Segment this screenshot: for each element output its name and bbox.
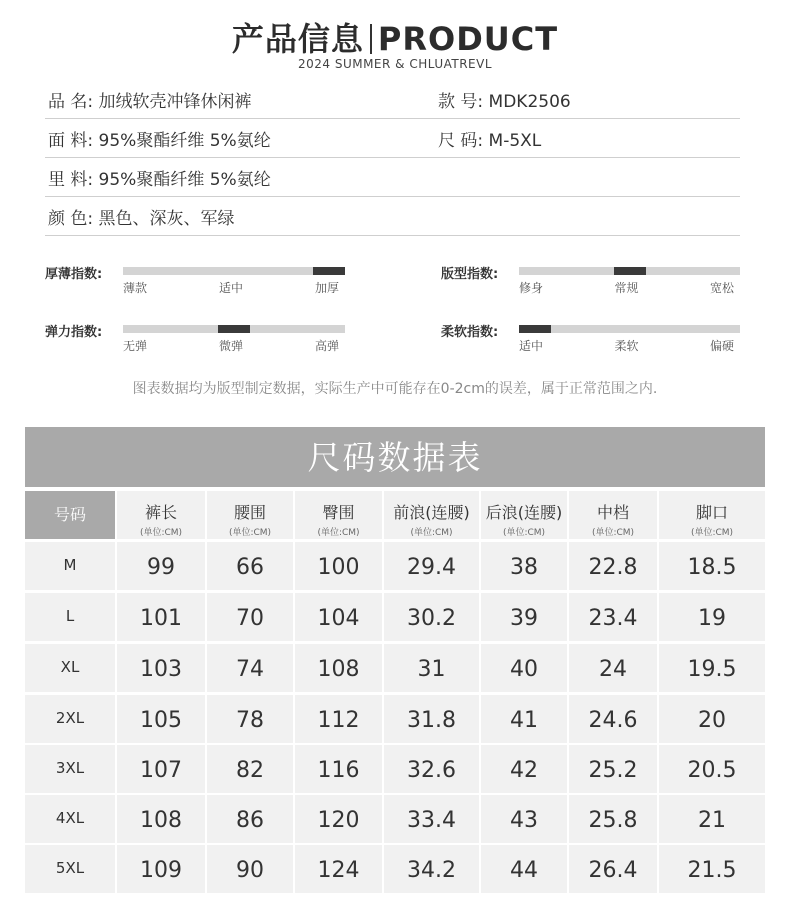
- table-cell: 40: [481, 644, 567, 692]
- table-cell: 124: [295, 845, 382, 893]
- index-track: [123, 267, 345, 275]
- table-cell: 66: [207, 542, 293, 590]
- index-marker: [218, 325, 250, 333]
- row-size-cell: XL: [25, 644, 115, 692]
- title-cn: 产品信息: [231, 20, 364, 58]
- index-track: [123, 325, 345, 333]
- index-tick-label: 无弹: [123, 339, 148, 353]
- table-cell: 38: [481, 542, 567, 590]
- title-divider: [370, 24, 372, 54]
- row-size-cell: 5XL: [25, 845, 115, 893]
- header-label: 前浪(连腰): [393, 503, 470, 522]
- table-cell: 43: [481, 795, 567, 843]
- table-cell: 82: [207, 745, 293, 793]
- table-cell: 86: [207, 795, 293, 843]
- table-cell: 112: [295, 695, 382, 743]
- row-size-cell: 4XL: [25, 795, 115, 843]
- header-label: 腰围: [233, 503, 266, 522]
- row-size-cell: 2XL: [25, 695, 115, 743]
- table-cell: 22.8: [569, 542, 657, 590]
- header-label: 臀围: [322, 503, 355, 522]
- index-marker: [614, 267, 646, 275]
- table-cell: 107: [117, 745, 205, 793]
- table-cell: 32.6: [384, 745, 479, 793]
- table-cell: 23.4: [569, 593, 657, 641]
- index-label: 柔软指数:: [441, 325, 499, 340]
- product-name: 品 名: 加绒软壳冲锋休闲裤: [48, 92, 252, 112]
- table-cell: 41: [481, 695, 567, 743]
- header-unit: (单位:CM): [502, 528, 546, 538]
- table-cell: 18.5: [659, 542, 765, 590]
- table-cell: 108: [117, 795, 205, 843]
- index-tick-label: 常规: [614, 281, 639, 295]
- info-row-name: [45, 80, 740, 119]
- index-marker: [519, 325, 551, 333]
- index-label: 弹力指数:: [45, 325, 103, 340]
- table-cell: 19: [659, 593, 765, 641]
- header-label: 后浪(连腰): [485, 503, 563, 522]
- table-cell: 90: [207, 845, 293, 893]
- info-row-fabric: [45, 119, 740, 158]
- table-cell: 31: [384, 644, 479, 692]
- table-cell: 105: [117, 695, 205, 743]
- table-cell: 30.2: [384, 593, 479, 641]
- header-unit: (单位:CM): [690, 528, 734, 538]
- table-cell: 109: [117, 845, 205, 893]
- header-cell: [207, 491, 293, 539]
- table-cell: 44: [481, 845, 567, 893]
- table-cell: 29.4: [384, 542, 479, 590]
- page-subtitle: 2024 SUMMER & CHLUATREVL: [297, 57, 493, 71]
- header-cell: [481, 491, 567, 539]
- header-unit: (单位:CM): [228, 528, 272, 538]
- index-label: 厚薄指数:: [45, 267, 103, 282]
- page-title: [0, 14, 790, 60]
- disclaimer-note: 图表数据均为版型制定数据，实际生产中可能存在0-2cm的误差，属于正常范围之内.: [132, 381, 658, 397]
- table-cell: 20.5: [659, 745, 765, 793]
- table-cell: 24.6: [569, 695, 657, 743]
- index-tick-label: 柔软: [614, 339, 639, 353]
- table-cell: 33.4: [384, 795, 479, 843]
- table-cell: 24: [569, 644, 657, 692]
- header-cell-size: 号码: [25, 491, 115, 539]
- size-range: 尺 码: M-5XL: [438, 131, 542, 151]
- header-label: 中档: [596, 503, 629, 522]
- row-size-cell: 3XL: [25, 745, 115, 793]
- table-cell: 26.4: [569, 845, 657, 893]
- table-cell: 103: [117, 644, 205, 692]
- header-label: 裤长: [144, 503, 177, 522]
- table-cell: 19.5: [659, 644, 765, 692]
- table-cell: 25.8: [569, 795, 657, 843]
- table-cell: 104: [295, 593, 382, 641]
- header-unit: (单位:CM): [139, 528, 183, 538]
- index-marker: [313, 267, 345, 275]
- table-cell: 21: [659, 795, 765, 843]
- index-tick-label: 微弹: [219, 339, 244, 353]
- table-cell: 101: [117, 593, 205, 641]
- row-size-cell: M: [25, 542, 115, 590]
- index-tick-label: 薄款: [123, 281, 148, 295]
- info-row-lining: [45, 158, 740, 197]
- table-cell: 20: [659, 695, 765, 743]
- table-title: 尺码数据表: [25, 427, 765, 487]
- product-code: 款 号: MDK2506: [438, 92, 571, 112]
- table-cell: 108: [295, 644, 382, 692]
- header-label: 脚口: [695, 503, 728, 522]
- table-cell: 31.8: [384, 695, 479, 743]
- header-unit: (单位:CM): [591, 528, 635, 538]
- table-cell: 116: [295, 745, 382, 793]
- index-track: [519, 267, 740, 275]
- table-cell: 74: [207, 644, 293, 692]
- table-cell: 21.5: [659, 845, 765, 893]
- index-track: [519, 325, 740, 333]
- index-tick-label: 加厚: [315, 281, 340, 295]
- index-tick-label: 适中: [519, 339, 544, 353]
- title-en: PRODUCT: [377, 20, 559, 58]
- header-cell: [117, 491, 205, 539]
- table-cell: 39: [481, 593, 567, 641]
- header-cell: [295, 491, 382, 539]
- table-cell: 42: [481, 745, 567, 793]
- header-cell: [384, 491, 479, 539]
- table-cell: 25.2: [569, 745, 657, 793]
- index-tick-label: 修身: [519, 281, 544, 295]
- table-cell: 78: [207, 695, 293, 743]
- index-tick-label: 宽松: [710, 281, 735, 295]
- index-tick-label: 偏硬: [710, 339, 735, 353]
- table-cell: 120: [295, 795, 382, 843]
- fabric: 面 料: 95%聚酯纤维 5%氨纶: [48, 131, 271, 151]
- colors: 颜 色: 黑色、深灰、军绿: [48, 209, 235, 229]
- table-cell: 70: [207, 593, 293, 641]
- info-row-color: [45, 197, 740, 236]
- index-tick-label: 高弹: [315, 339, 340, 353]
- index-label: 版型指数:: [441, 267, 499, 282]
- table-cell: 34.2: [384, 845, 479, 893]
- table-cell: 99: [117, 542, 205, 590]
- table-cell: 100: [295, 542, 382, 590]
- header-cell: [659, 491, 765, 539]
- header-unit: (单位:CM): [410, 528, 453, 538]
- index-tick-label: 适中: [219, 281, 244, 295]
- header-cell: [569, 491, 657, 539]
- lining: 里 料: 95%聚酯纤维 5%氨纶: [48, 170, 271, 190]
- row-size-cell: L: [25, 593, 115, 641]
- header-unit: (单位:CM): [317, 528, 360, 538]
